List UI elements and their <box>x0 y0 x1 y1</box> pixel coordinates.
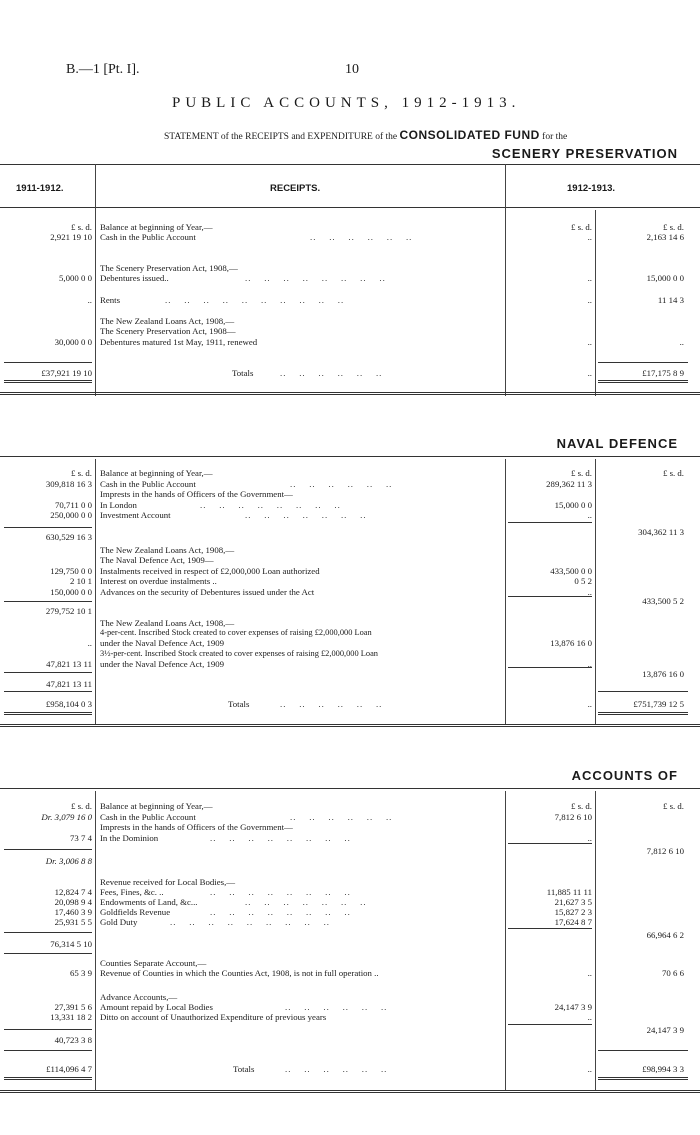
right-amount: 66,964 6 2 <box>646 930 684 940</box>
prev-amount: 5,000 0 0 <box>59 273 92 283</box>
mid-amount: .. <box>587 833 592 843</box>
total-prev: £37,921 19 10 <box>41 368 92 378</box>
row-label: 3½-per-cent. Inscribed Stock created to cover expenses of raising £2,000,000 Loan <box>100 649 378 658</box>
totals-label: Totals <box>232 368 254 378</box>
prev-subtotal: 630,529 16 3 <box>45 532 92 542</box>
prev-subtotal: 40,723 3 8 <box>54 1035 92 1045</box>
row-label: Debentures issued.. <box>100 273 169 283</box>
row-label: Balance at beginning of Year,— <box>100 801 213 811</box>
document-reference: B.—1 [Pt. I]. <box>66 62 140 77</box>
right-amount: 7,812 6 10 <box>646 846 684 856</box>
prev-subtotal: 279,752 10 1 <box>45 606 92 616</box>
row-label: The Naval Defence Act, 1909— <box>100 555 214 565</box>
mid-amount: .. <box>587 1012 592 1022</box>
leader-dots: .. .. .. .. .. .. <box>290 479 393 489</box>
mid-amount: .. <box>587 587 592 597</box>
mid-amount: 7,812 6 10 <box>554 812 592 822</box>
row-label: Advances on the security of Debentures issued under the Act <box>100 587 315 597</box>
divider <box>4 953 92 954</box>
total-mid: .. <box>587 1064 592 1074</box>
mid-amount: £ s. d. <box>570 222 592 232</box>
row-label: Endowments of Land, &c... <box>100 897 198 907</box>
mid-amount: £ s. d. <box>570 801 592 811</box>
row-label: Revenue received for Local Bodies,— <box>100 877 236 887</box>
right-amount: 2,163 14 6 <box>646 232 684 242</box>
mid-amount: 24,147 3 9 <box>554 1002 592 1012</box>
total-right: £98,994 3 3 <box>642 1064 684 1074</box>
row-label: The Scenery Preservation Act, 1908— <box>100 326 236 336</box>
column-curr-year: 1912-1913. <box>567 183 616 194</box>
row-label: In London <box>100 500 137 510</box>
divider <box>0 1090 700 1093</box>
divider <box>508 1024 592 1025</box>
row-label: Cash in the Public Account <box>100 479 196 489</box>
row-label: Imprests in the hands of Officers of the Government— <box>100 489 293 499</box>
row-label: Cash in the Public Account <box>100 812 196 822</box>
leader-dots: .. .. .. .. .. .. .. <box>245 510 367 520</box>
prev-amount: 47,821 13 11 <box>46 659 92 669</box>
leader-dots: .. .. .. .. .. .. .. .. <box>210 907 351 917</box>
total-right: £17,175 8 9 <box>642 368 684 378</box>
divider <box>4 849 92 850</box>
prev-amount: 150,000 0 0 <box>50 587 92 597</box>
row-label: Gold Duty <box>100 917 138 927</box>
divider <box>4 1077 92 1080</box>
right-amount: £ s. d. <box>662 222 684 232</box>
row-label: Interest on overdue instalments .. <box>100 576 217 586</box>
leader-dots: .. .. .. .. .. .. .. .. .. .. <box>165 295 345 305</box>
totals-label: Totals <box>228 699 250 709</box>
prev-amount: 2 10 1 <box>70 576 92 586</box>
prev-amount: 65 3 9 <box>70 968 92 978</box>
row-label: Goldfields Revenue <box>100 907 171 917</box>
prev-amount: £ s. d. <box>70 801 92 811</box>
prev-subtotal: Dr. 3,006 8 8 <box>45 856 92 866</box>
column-prev-year: 1911-1912. <box>16 183 64 194</box>
right-amount: .. <box>679 337 684 347</box>
row-label: under the Naval Defence Act, 1909 <box>100 638 225 648</box>
mid-amount: .. <box>587 273 592 283</box>
divider <box>598 1050 688 1051</box>
mid-amount: 15,827 2 3 <box>554 907 592 917</box>
row-label: Revenue of Counties in which the Counties Act, 1908, is not in full operation .. <box>100 968 379 978</box>
leader-dots: .. .. .. .. .. .. .. .. <box>210 833 351 843</box>
divider <box>598 1077 688 1080</box>
mid-amount: .. <box>587 510 592 520</box>
prev-amount: Dr. 3,079 16 0 <box>41 812 92 822</box>
right-amount: 433,500 5 2 <box>642 596 684 606</box>
section-heading: SCENERY PRESERVATION <box>491 146 678 161</box>
mid-amount: .. <box>587 295 592 305</box>
mid-amount: 0 5 2 <box>574 576 592 586</box>
row-label: Balance at beginning of Year,— <box>100 222 213 232</box>
row-label: The New Zealand Loans Act, 1908,— <box>100 545 235 555</box>
mid-amount: 17,624 8 7 <box>554 917 592 927</box>
row-label: 4-per-cent. Inscribed Stock created to cover expenses of raising £2,000,000 Loan <box>100 628 372 637</box>
totals-label: Totals <box>233 1064 255 1074</box>
leader-dots: .. .. .. .. .. .. .. <box>245 897 367 907</box>
right-amount: 70 6 6 <box>662 968 684 978</box>
column-rule <box>595 791 596 1091</box>
mid-amount: 11,885 11 11 <box>546 887 592 897</box>
total-prev: £114,096 4 7 <box>46 1064 92 1074</box>
row-label: In the Dominion <box>100 833 159 843</box>
leader-dots: .. .. .. .. .. .. <box>285 1064 388 1074</box>
section-heading: NAVAL DEFENCE <box>556 436 678 451</box>
prev-amount: 17,460 3 9 <box>54 907 92 917</box>
right-amount: 13,876 16 0 <box>642 669 684 679</box>
row-label: Fees, Fines, &c. .. <box>100 887 164 897</box>
divider <box>508 843 592 844</box>
prev-amount: 30,000 0 0 <box>54 337 92 347</box>
row-label: Counties Separate Account,— <box>100 958 207 968</box>
section-heading: ACCOUNTS OF <box>571 768 678 783</box>
leader-dots: .. .. .. .. .. .. <box>280 699 383 709</box>
page-title: PUBLIC ACCOUNTS, 1912-1913. <box>172 95 521 111</box>
column-receipts: RECEIPTS. <box>270 183 321 194</box>
page-number: 10 <box>345 62 359 77</box>
prev-amount: 73 7 4 <box>70 833 92 843</box>
prev-amount: 12,824 7 4 <box>54 887 92 897</box>
row-label: Amount repaid by Local Bodies <box>100 1002 213 1012</box>
leader-dots: .. .. .. .. .. .. .. .. <box>200 500 341 510</box>
row-label: Ditto on account of Unauthorized Expenditure of previous years <box>100 1012 327 1022</box>
mid-amount: 21,627 3 5 <box>554 897 592 907</box>
row-label: The Scenery Preservation Act, 1908,— <box>100 263 238 273</box>
mid-amount: £ s. d. <box>570 468 592 478</box>
row-label: Instalments received in respect of £2,000,000 Loan authorized <box>100 566 320 576</box>
divider <box>0 788 700 789</box>
row-label: Investment Account <box>100 510 171 520</box>
total-right: £751,739 12 5 <box>633 699 684 709</box>
mid-amount: 15,000 0 0 <box>554 500 592 510</box>
prev-subtotal: 47,821 13 11 <box>46 679 92 689</box>
column-rule <box>95 791 96 1091</box>
total-prev: £958,104 0 3 <box>45 699 92 709</box>
row-label: Advance Accounts,— <box>100 992 178 1002</box>
prev-amount: 20,098 9 4 <box>54 897 92 907</box>
leader-dots: .. .. .. .. .. .. <box>280 368 383 378</box>
divider <box>4 932 92 933</box>
right-amount: 11 14 3 <box>657 295 684 305</box>
statement-prefix: STATEMENT of the RECEIPTS and EXPENDITURE of the <box>164 132 398 142</box>
mid-amount: .. <box>587 232 592 242</box>
row-label: under the Naval Defence Act, 1909 <box>100 659 225 669</box>
mid-amount: .. <box>587 337 592 347</box>
leader-dots: .. .. .. .. .. .. <box>285 1002 388 1012</box>
row-label: Imprests in the hands of Officers of the Government— <box>100 822 293 832</box>
mid-amount: 289,362 11 3 <box>546 479 592 489</box>
prev-amount: 70,711 0 0 <box>54 500 92 510</box>
row-label: The New Zealand Loans Act, 1908,— <box>100 618 235 628</box>
divider <box>508 928 592 929</box>
fund-name: CONSOLIDATED FUND <box>399 128 540 142</box>
prev-amount: .. <box>87 638 92 648</box>
leader-dots: .. .. .. .. .. .. <box>310 232 413 242</box>
right-amount: 15,000 0 0 <box>646 273 684 283</box>
mid-amount: 433,500 0 0 <box>550 566 592 576</box>
total-mid: .. <box>587 699 592 709</box>
prev-amount: 309,818 16 3 <box>45 479 92 489</box>
prev-amount: 25,931 5 5 <box>54 917 92 927</box>
row-label: The New Zealand Loans Act, 1908,— <box>100 316 235 326</box>
leader-dots: .. .. .. .. .. .. .. .. <box>210 887 351 897</box>
divider <box>4 1050 92 1051</box>
prev-subtotal: 76,314 5 10 <box>50 939 92 949</box>
right-amount: 24,147 3 9 <box>646 1025 684 1035</box>
right-amount: 304,362 11 3 <box>638 527 684 537</box>
prev-amount: £ s. d. <box>70 468 92 478</box>
divider <box>4 1029 92 1030</box>
prev-amount: .. <box>87 295 92 305</box>
prev-amount: 129,750 0 0 <box>50 566 92 576</box>
mid-amount: .. <box>587 659 592 669</box>
right-amount: £ s. d. <box>662 801 684 811</box>
column-rule <box>505 791 506 1091</box>
prev-amount: 250,000 0 0 <box>50 510 92 520</box>
leader-dots: .. .. .. .. .. .. <box>290 812 393 822</box>
right-amount: £ s. d. <box>662 468 684 478</box>
prev-amount: 2,921 19 10 <box>50 232 92 242</box>
prev-amount: 13,331 18 2 <box>50 1012 92 1022</box>
leader-dots: .. .. .. .. .. .. .. .. <box>245 273 386 283</box>
mid-amount: 13,876 16 0 <box>550 638 592 648</box>
mid-amount: .. <box>587 968 592 978</box>
row-label: Rents <box>100 295 121 305</box>
prev-amount: 27,391 5 6 <box>54 1002 92 1012</box>
prev-amount: £ s. d. <box>70 222 92 232</box>
row-label: Debentures matured 1st May, 1911, renewed <box>100 337 258 347</box>
statement-suffix: for the <box>542 132 568 142</box>
row-label: Cash in the Public Account <box>100 232 196 242</box>
total-mid: .. <box>587 368 592 378</box>
row-label: Balance at beginning of Year,— <box>100 468 213 478</box>
leader-dots: .. .. .. .. .. .. .. .. .. <box>170 917 330 927</box>
